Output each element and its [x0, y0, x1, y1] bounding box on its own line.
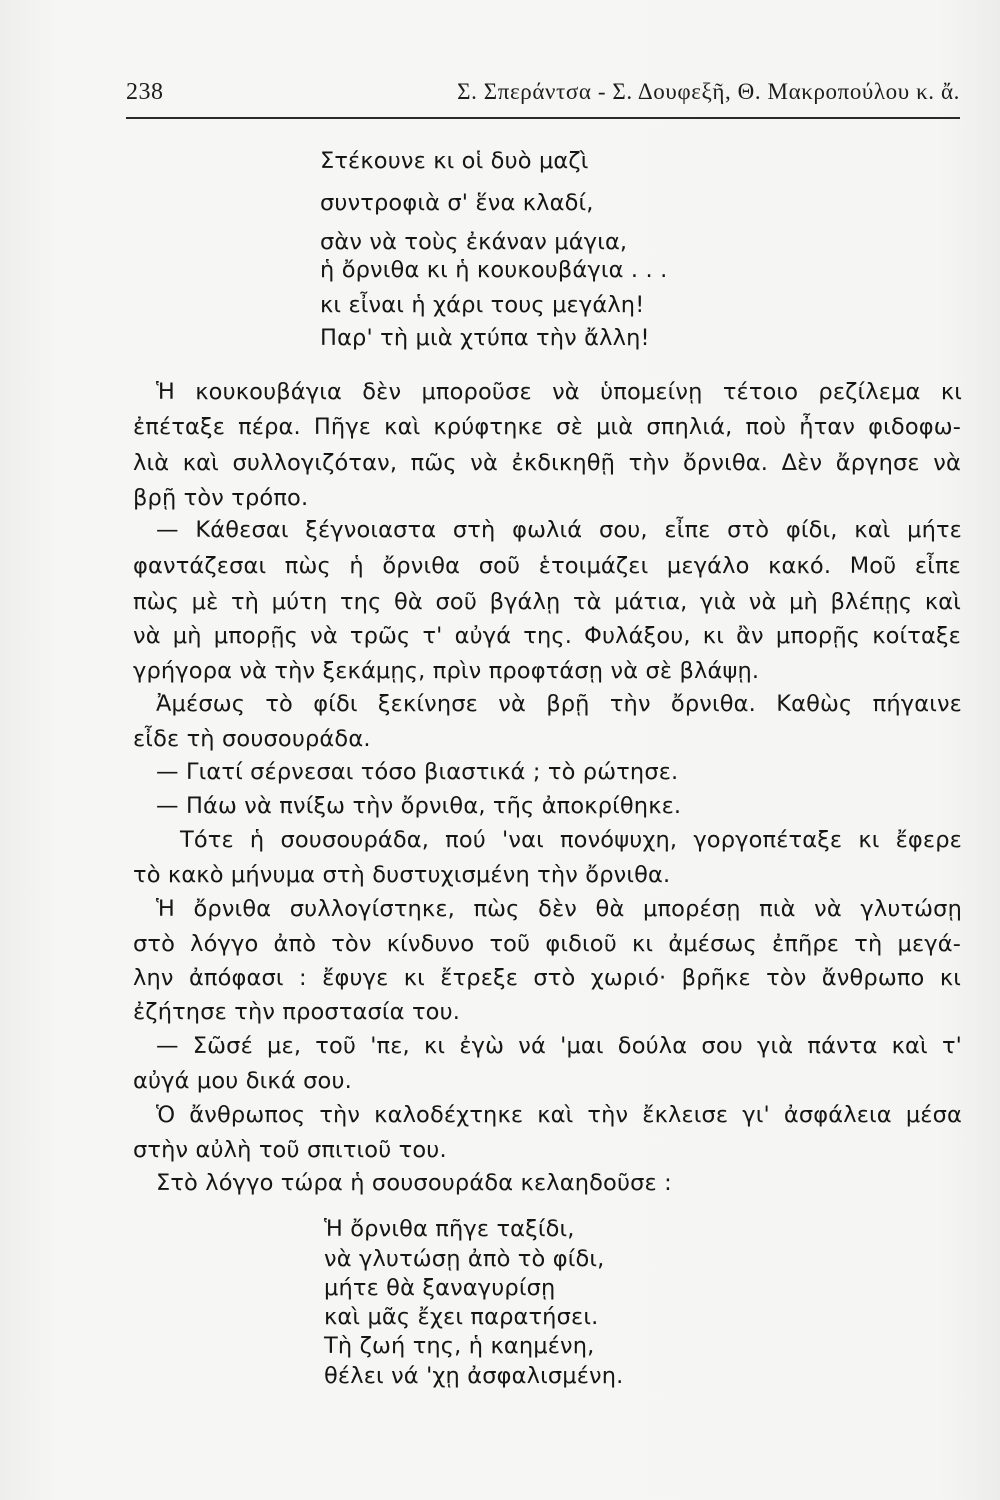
text-line: φαντάζεσαι πὼς ἡ ὄρνιθα σοῦ ἑτοιμάζει μεγάλο κακό. Μοῦ εἶπε [133, 553, 961, 579]
page-header [126, 79, 960, 109]
text-line: Ἡ ὄρνιθα συλλογίστηκε, πὼς δὲν θὰ μπορέσῃ πιὰ νὰ γλυτώσῃ [156, 896, 962, 922]
text-line: λην ἀπόφασι : ἔφυγε κι ἔτρεξε στὸ χωριό· βρῆκε τὸν ἄνθρωπο κι [133, 965, 961, 991]
verse-line: σὰν νὰ τοὺς ἐκάναν μάγια, [320, 229, 628, 255]
text-line: νὰ μὴ μπορῇς νὰ τρῶς τ' αὐγά της. Φυλάξου, κι ἂν μπορῇς κοίταξε [133, 623, 961, 649]
running-head: Σ. Σπεράντσα - Σ. Δουφεξῆ, Θ. Μακροπούλου κ. ἄ. [457, 79, 960, 104]
text-line: πὼς μὲ τὴ μύτη της θὰ σοῦ βγάλῃ τὰ μάτια, γιὰ νὰ μὴ βλέπῃς καὶ [133, 589, 961, 615]
text-line: — Κάθεσαι ξέγνοιαστα στὴ φωλιά σου, εἶπε στὸ φίδι, καὶ μήτε [156, 517, 962, 543]
text-line: Ἀμέσως τὸ φίδι ξεκίνησε νὰ βρῇ τὴν ὄρνιθα. Καθὼς πήγαινε [156, 691, 962, 717]
verse-line: Ἡ ὄρνιθα πῆγε ταξίδι, [324, 1216, 575, 1242]
text-line: — Πάω νὰ πνίξω τὴν ὄρνιθα, τῆς ἀποκρίθηκε. [156, 793, 682, 819]
verse-line: ἡ ὄρνιθα κι ἡ κουκουβάγια . . . [320, 257, 668, 283]
text-line: — Γιατί σέρνεσαι τόσο βιαστικά ; τὸ ρώτησε. [156, 759, 679, 785]
text-line: Ὁ ἄνθρωπος τὴν καλοδέχτηκε καὶ τὴν ἔκλεισε γι' ἀσφάλεια μέσα [156, 1102, 962, 1128]
header-rule [126, 117, 960, 119]
text-line: στὸ λόγγο ἀπὸ τὸν κίνδυνο τοῦ φιδιοῦ κι ἀμέσως ἐπῆρε τὴ μεγά- [133, 931, 961, 957]
verse-line: νὰ γλυτώσῃ ἀπὸ τὸ φίδι, [324, 1246, 605, 1272]
verse-line: συντροφιὰ σ' ἕνα κλαδί, [320, 190, 594, 216]
text-line: λιὰ καὶ συλλογιζόταν, πῶς νὰ ἐκδικηθῇ τὴν ὄρνιθα. Δὲν ἄργησε νὰ [133, 450, 961, 476]
text-line: τὸ κακὸ μήνυμα στὴ δυστυχισμένη τὴν ὄρνιθα. [133, 862, 671, 888]
verse-line: Στέκουνε κι οἱ δυὸ μαζὶ [320, 148, 589, 174]
text-line: εἶδε τὴ σουσουράδα. [133, 726, 371, 752]
verse-line: μήτε θὰ ξαναγυρίσῃ [324, 1275, 556, 1301]
verse-line: καὶ μᾶς ἔχει παρατήσει. [324, 1304, 599, 1330]
page-number: 238 [126, 79, 164, 105]
verse-line: Παρ' τὴ μιὰ χτύπα τὴν ἄλλη! [320, 325, 650, 351]
verse-line: Τὴ ζωή της, ἡ καημένη, [324, 1333, 595, 1359]
text-line: Τότε ἡ σουσουράδα, πού 'ναι πονόψυχη, γοργοπέταξε κι ἔφερε [180, 827, 962, 853]
text-line: γρήγορα νὰ τὴν ξεκάμῃς, πρὶν προφτάσῃ νὰ σὲ βλάψῃ. [133, 658, 760, 684]
text-line: αὐγά μου δικά σου. [133, 1068, 352, 1094]
text-line: στὴν αὐλὴ τοῦ σπιτιοῦ του. [133, 1137, 447, 1163]
verse-line: κι εἶναι ἡ χάρι τους μεγάλη! [320, 292, 645, 318]
text-line: Στὸ λόγγο τώρα ἡ σουσουράδα κελαηδοῦσε : [156, 1170, 672, 1196]
text-line: ἐπέταξε πέρα. Πῆγε καὶ κρύφτηκε σὲ μιὰ σπηλιά, ποὺ ἦταν φιδοφω- [133, 414, 961, 440]
text-line: Ἡ κουκουβάγια δὲν μποροῦσε νὰ ὑπομείνῃ τέτοιο ρεζίλεμα κι [156, 379, 962, 405]
text-line: ἐζήτησε τὴν προστασία του. [133, 999, 461, 1025]
text-line: — Σῶσέ με, τοῦ 'πε, κι ἐγὼ νά 'μαι δούλα σου γιὰ πάντα καὶ τ' [156, 1033, 962, 1059]
text-line: βρῇ τὸν τρόπο. [133, 485, 309, 511]
verse-line: θέλει νά 'χῃ ἀσφαλισμένη. [324, 1363, 624, 1389]
